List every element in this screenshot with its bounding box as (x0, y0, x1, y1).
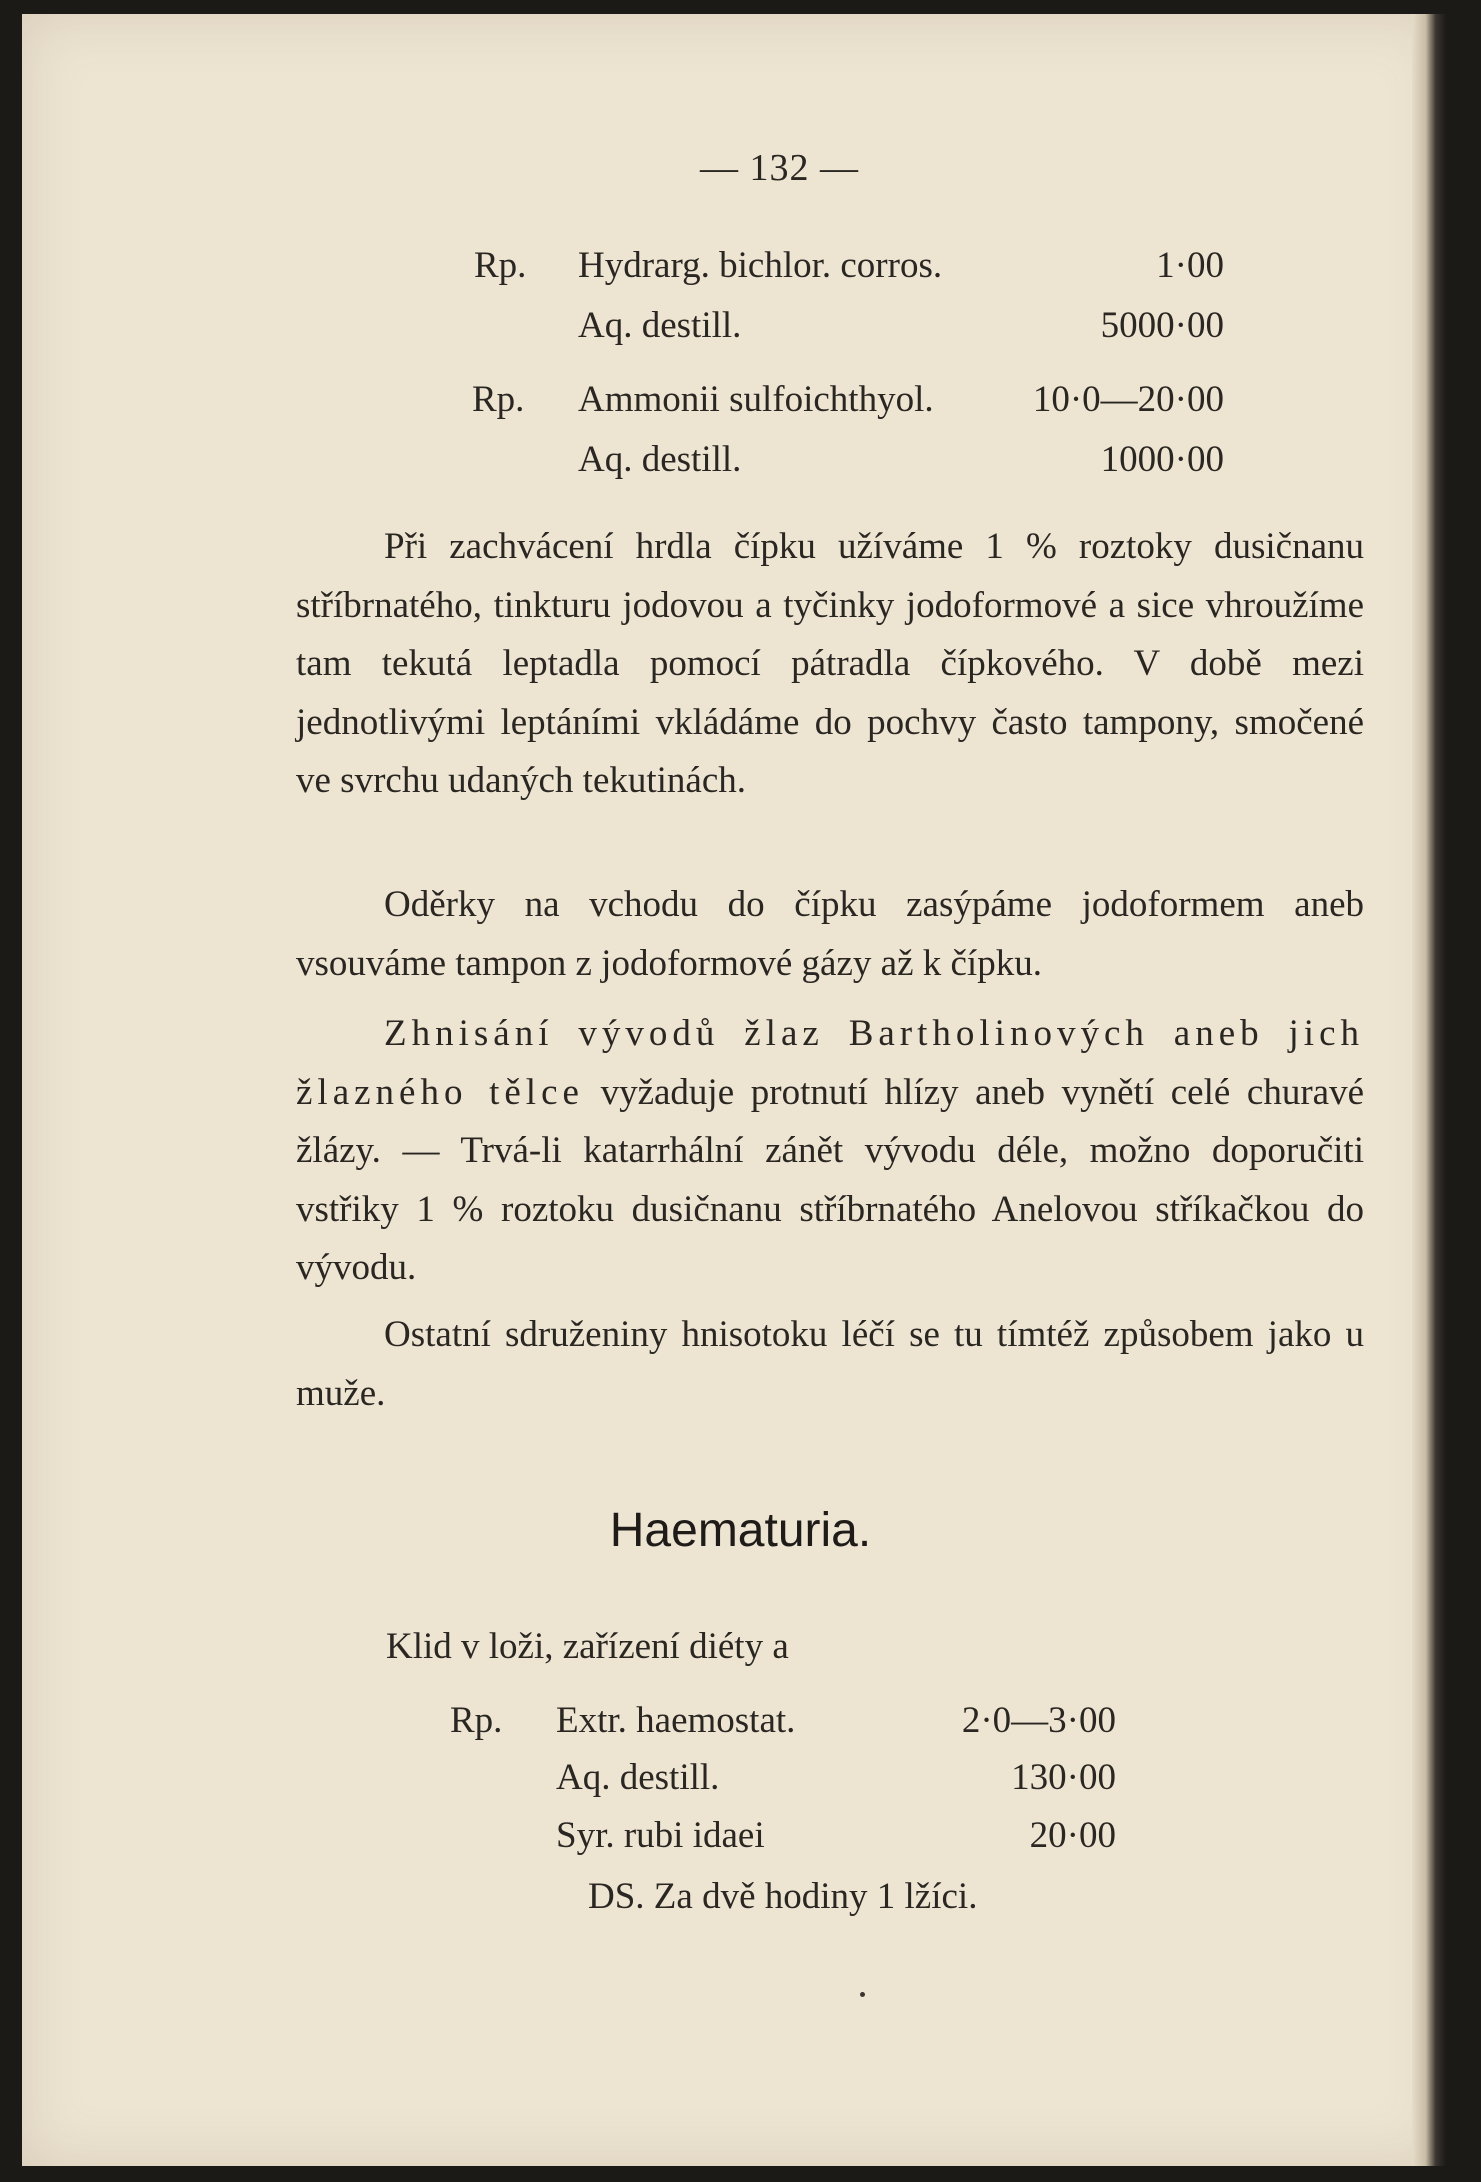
ingredient-name: Syr. rubi idaei (556, 1815, 765, 1856)
intro-line: Klid v loži, zařízení diéty a (386, 1626, 789, 1667)
ingredient-name: Aq. destill. (578, 305, 742, 346)
ingredient-amount: 2·0—3·00 (961, 1700, 1116, 1741)
rp-label: Rp. (472, 379, 525, 420)
ingredient-name: Hydrarg. bichlor. corros. (578, 245, 943, 286)
print-speck (860, 1992, 865, 1997)
ingredient-name: Ammonii sulfoichthyol. (578, 379, 934, 420)
ingredient-amount: 10·0—20·00 (1032, 379, 1224, 420)
ingredient-amount: 20·00 (1029, 1815, 1116, 1856)
rp-label: Rp. (474, 245, 527, 286)
signa-line: DS. Za dvě hodiny 1 lžíci. (588, 1876, 978, 1917)
ingredient-name: Aq. destill. (578, 439, 742, 480)
book-spine-shadow (1412, 14, 1446, 2166)
paragraph-bartholin (296, 1005, 1364, 1298)
ingredient-amount: 1000·00 (1100, 439, 1224, 480)
ingredient-amount: 1·00 (1156, 245, 1224, 286)
spaced-emphasis: Zhnisání vývodů žlaz Bartholinových aneb jich žlazného tělce (296, 1013, 1364, 1113)
ingredient-name: Aq. destill. (556, 1757, 720, 1798)
rp-label: Rp. (450, 1700, 503, 1741)
paragraph-ostatni: Ostatní sdruženiny hnisotoku léčí se tu tímtéž způsobem jako u muže. (296, 1314, 1364, 1414)
ingredient-name: Extr. haemostat. (556, 1700, 796, 1741)
paragraph-text: vyžaduje protnutí hlízy aneb vynětí celé churavé žlázy. — Trvá-li katarrhální zánět vývodu déle, možno doporučiti vstřiky 1 % roztoku dusičnanu stříbrnatého Anelovou stříkačkou do vývodu. (296, 1071, 1365, 1288)
paragraph-oderky: Oděrky na vchodu do čípku zasýpáme jodoformem aneb vsouváme tampon z jodoformové gázy až k čípku. (296, 884, 1364, 984)
section-heading: Haematuria. (609, 1504, 872, 1557)
page-number: — 132 — (700, 147, 859, 189)
ingredient-amount: 130·00 (1011, 1757, 1116, 1798)
paragraph-hrdla-cipku: Při zachvácení hrdla čípku užíváme 1 % roztoky dusičnanu stříbrnatého, tinkturu jodovou a tyčinky jodoformové a sice vhroužíme tam tekutá leptadla pomocí pátradla čípkového. V době mezi jednotlivými leptáními vkládáme do pochvy často tampony, smočené ve svrchu udaných tekutinách. (296, 526, 1364, 801)
ingredient-amount: 5000·00 (1100, 305, 1224, 346)
